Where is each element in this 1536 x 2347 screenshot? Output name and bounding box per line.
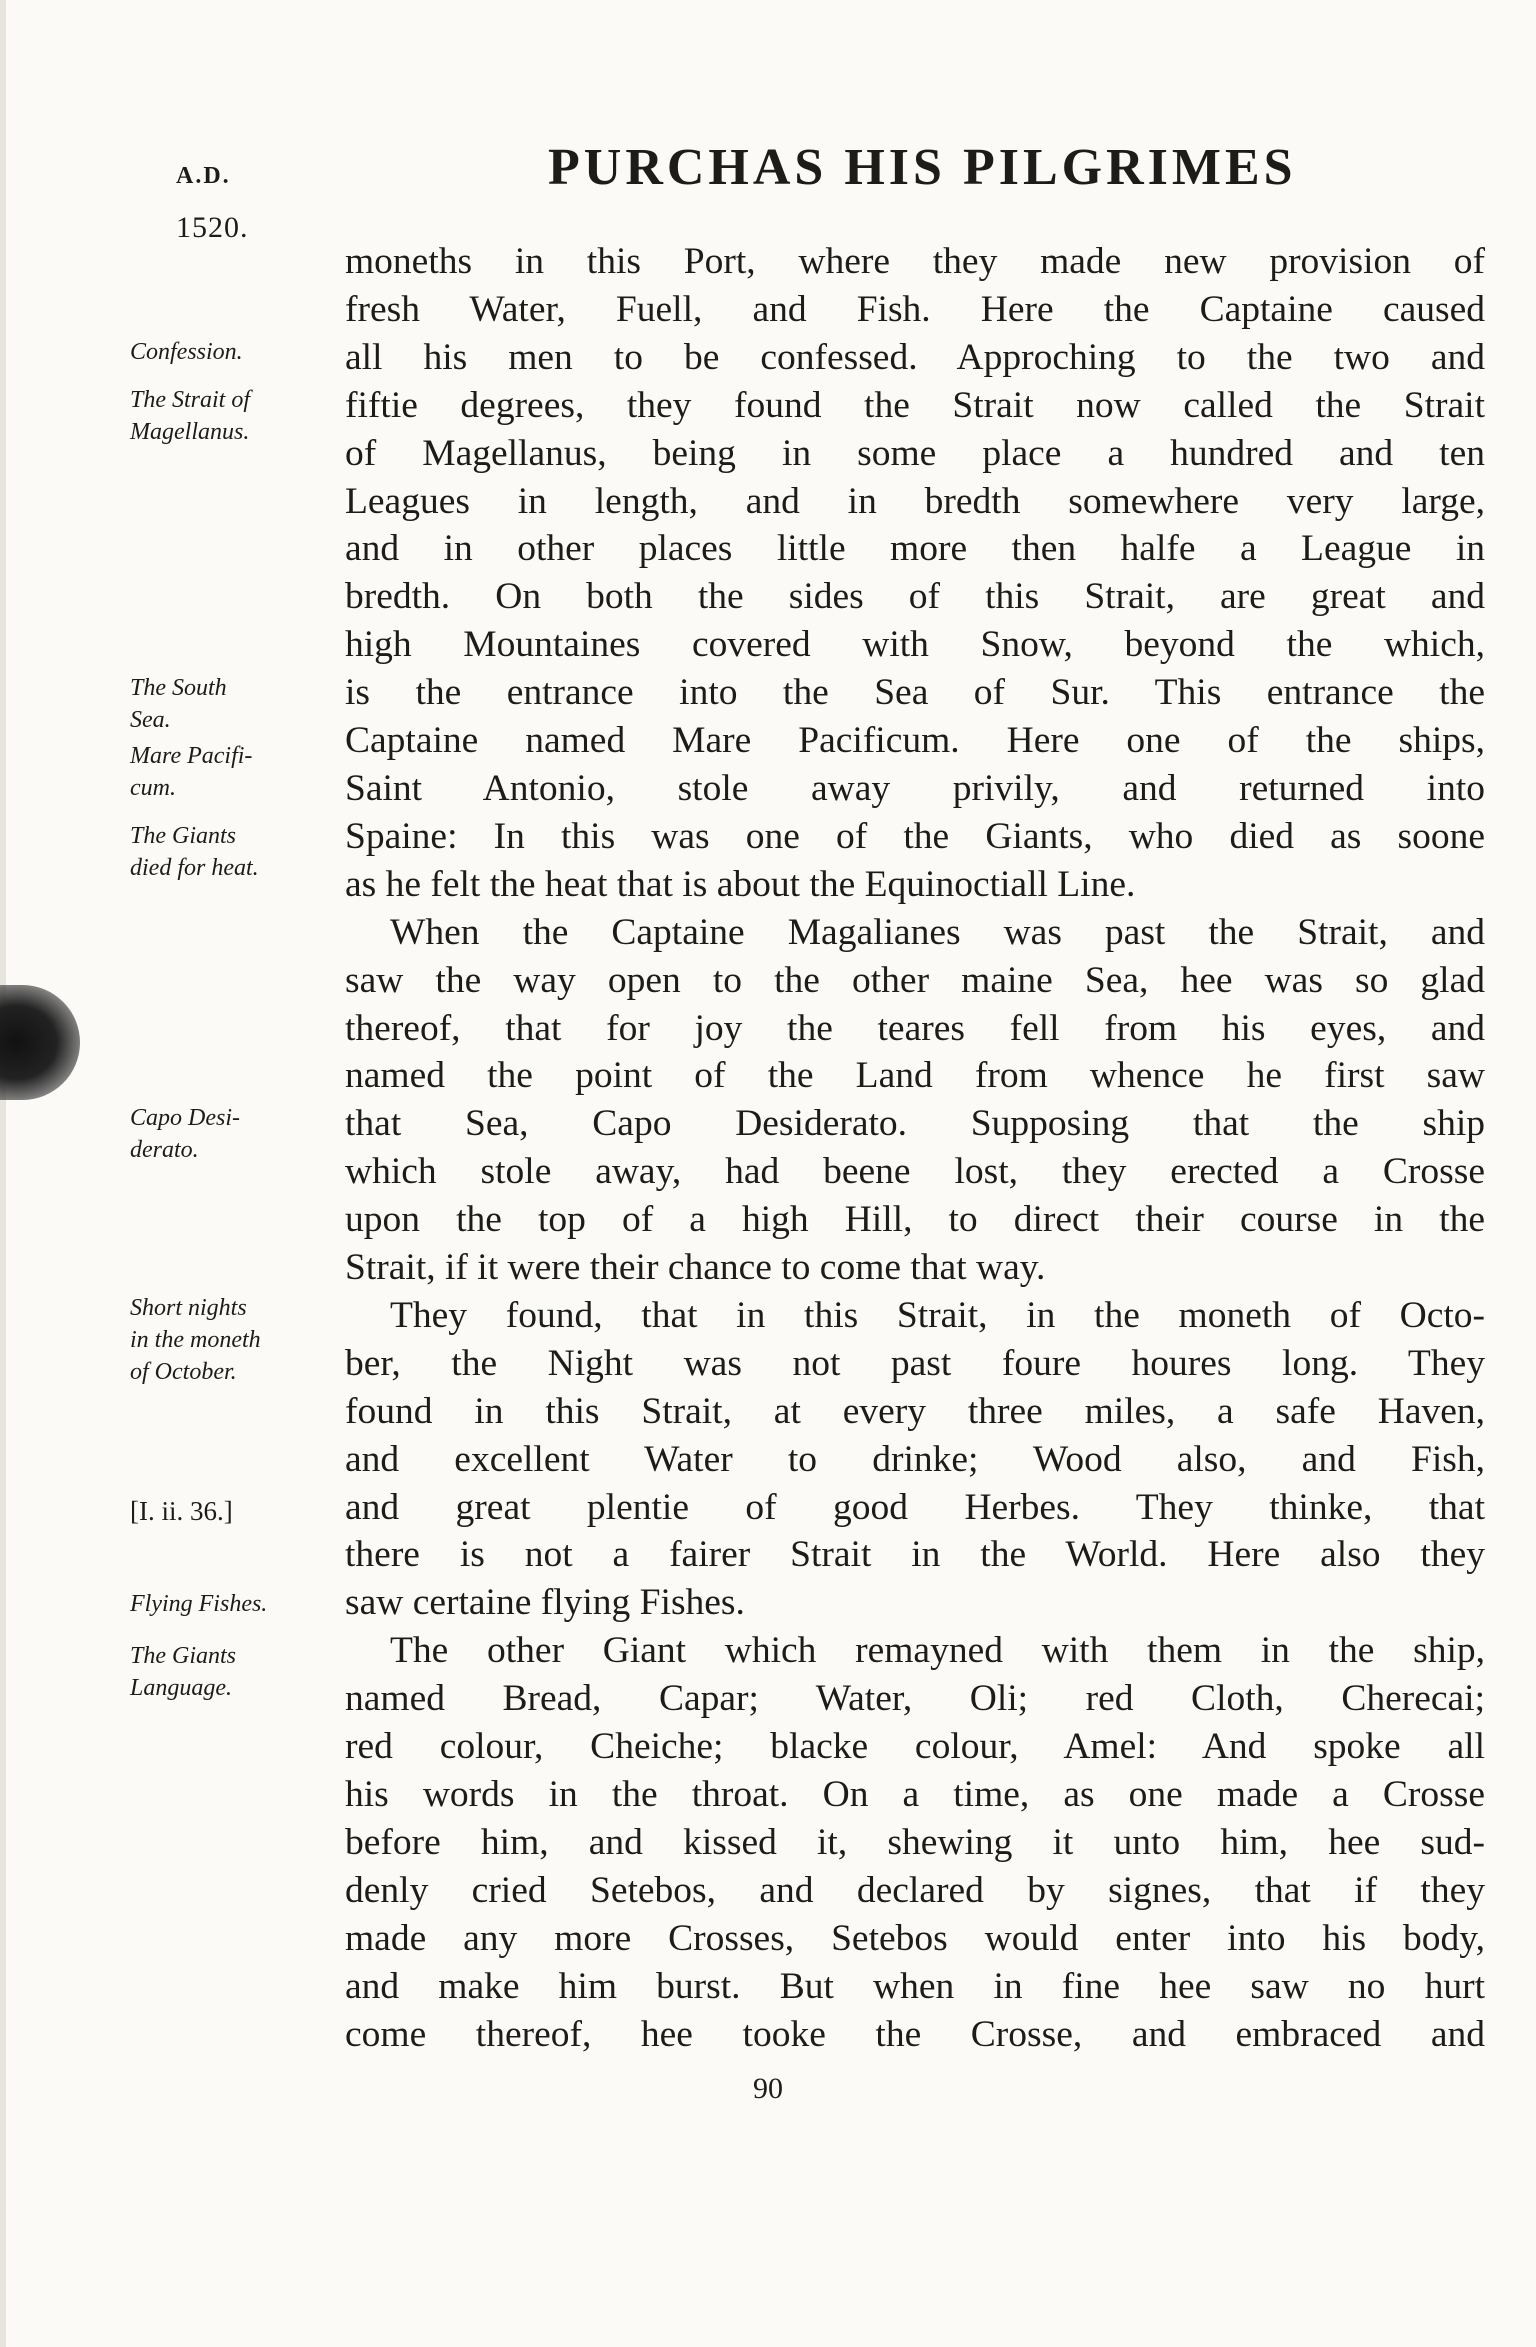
body-line: fresh Water, Fuell, and Fish. Here the Captaine caused <box>345 288 1485 330</box>
body-line: there is not a fairer Strait in the World. Here also they <box>345 1534 1485 1576</box>
body-line: which stole away, had beene lost, they erected a Crosse <box>345 1151 1485 1193</box>
page-number: 90 <box>753 2072 783 2105</box>
body-line: found in this Strait, at every three miles, a safe Haven, <box>345 1390 1485 1432</box>
body-line: bredth. On both the sides of this Strait, are great and <box>345 576 1485 618</box>
body-line: and in other places little more then halfe a League in <box>345 528 1485 570</box>
body-line: When the Captaine Magalianes was past the Strait, and <box>390 911 1485 953</box>
margin-note-south-sea: The South Sea. <box>130 675 227 733</box>
body-line: Captaine named Mare Pacificum. Here one of the ships, <box>345 720 1485 762</box>
body-line: fiftie degrees, they found the Strait now called the Strait <box>345 384 1485 426</box>
margin-note-giants-language: The Giants Language. <box>130 1643 237 1701</box>
body-line: thereof, that for joy the teares fell from his eyes, and <box>345 1007 1485 1049</box>
body-line: made any more Crosses, Setebos would enter into his body, <box>345 1917 1485 1959</box>
body-line: that Sea, Capo Desiderato. Supposing that the ship <box>345 1103 1485 1145</box>
margin-note-short-nights: Short nights in the moneth of October. <box>130 1295 261 1385</box>
body-line: saw certaine flying Fishes. <box>345 1582 745 1624</box>
body-line: denly cried Setebos, and declared by signes, that if they <box>345 1869 1485 1911</box>
body-line: before him, and kissed it, shewing it unto him, hee sud- <box>345 1821 1485 1863</box>
body-line: Spaine: In this was one of the Giants, who died as soone <box>345 815 1485 857</box>
body-line: ber, the Night was not past foure houres long. They <box>345 1342 1485 1384</box>
margin-note-confession: Confession. <box>130 339 243 365</box>
margin-note-flying-fishes: Flying Fishes. <box>130 1591 268 1617</box>
body-line: and make him burst. But when in fine hee saw no hurt <box>345 1965 1485 2007</box>
body-line: red colour, Cheiche; blacke colour, Amel: And spoke all <box>345 1726 1485 1768</box>
body-line: They found, that in this Strait, in the moneth of Octo- <box>390 1294 1485 1336</box>
margin-note-reference: [I. ii. 36.] <box>130 1496 233 1526</box>
body-line: as he felt the heat that is about the Equinoctiall Line. <box>345 863 1136 905</box>
body-line: and excellent Water to drinke; Wood also, and Fish, <box>345 1438 1485 1480</box>
body-line: come thereof, hee tooke the Crosse, and embraced and <box>345 2013 1485 2055</box>
running-title: PURCHAS HIS PILGRIMES <box>548 139 1297 196</box>
body-line: saw the way open to the other maine Sea, hee was so glad <box>345 959 1485 1001</box>
body-line: of Magellanus, being in some place a hundred and ten <box>345 432 1485 474</box>
margin-note-strait: The Strait of Magellanus. <box>130 387 251 445</box>
year-block <box>176 150 249 254</box>
body-line: and great plentie of good Herbes. They thinke, that <box>345 1486 1485 1528</box>
margin-note-giants-died: The Giants died for heat. <box>130 823 259 881</box>
body-line: The other Giant which remayned with them in the ship, <box>390 1630 1485 1672</box>
margin-note-mare-pacificum: Mare Pacifi- cum. <box>130 743 253 801</box>
body-line: high Mountaines covered with Snow, beyond the which, <box>345 624 1485 666</box>
body-line: all his men to be confessed. Approching to the two and <box>345 336 1485 378</box>
thumb-shadow <box>0 985 80 1100</box>
body-text <box>345 238 1485 2058</box>
era-label: A.D. <box>176 163 231 189</box>
body-line: moneths in this Port, where they made new provision of <box>345 241 1485 282</box>
body-line: is the entrance into the Sea of Sur. This entrance the <box>345 672 1485 714</box>
year-label: 1520. <box>176 211 249 244</box>
body-line: his words in the throat. On a time, as one made a Crosse <box>345 1774 1485 1815</box>
page-edge <box>0 0 6 2347</box>
body-line: Strait, if it were their chance to come that way. <box>345 1247 1046 1289</box>
body-line: named the point of the Land from whence he first saw <box>345 1055 1485 1097</box>
body-line: Leagues in length, and in bredth somewhere very large, <box>345 480 1485 522</box>
body-line: Saint Antonio, stole away privily, and returned into <box>345 767 1485 809</box>
margin-note-capo-desiderato: Capo Desi- derato. <box>130 1105 240 1163</box>
body-line: upon the top of a high Hill, to direct their course in the <box>345 1199 1485 1241</box>
body-line: named Bread, Capar; Water, Oli; red Cloth, Cherecai; <box>345 1678 1485 1720</box>
